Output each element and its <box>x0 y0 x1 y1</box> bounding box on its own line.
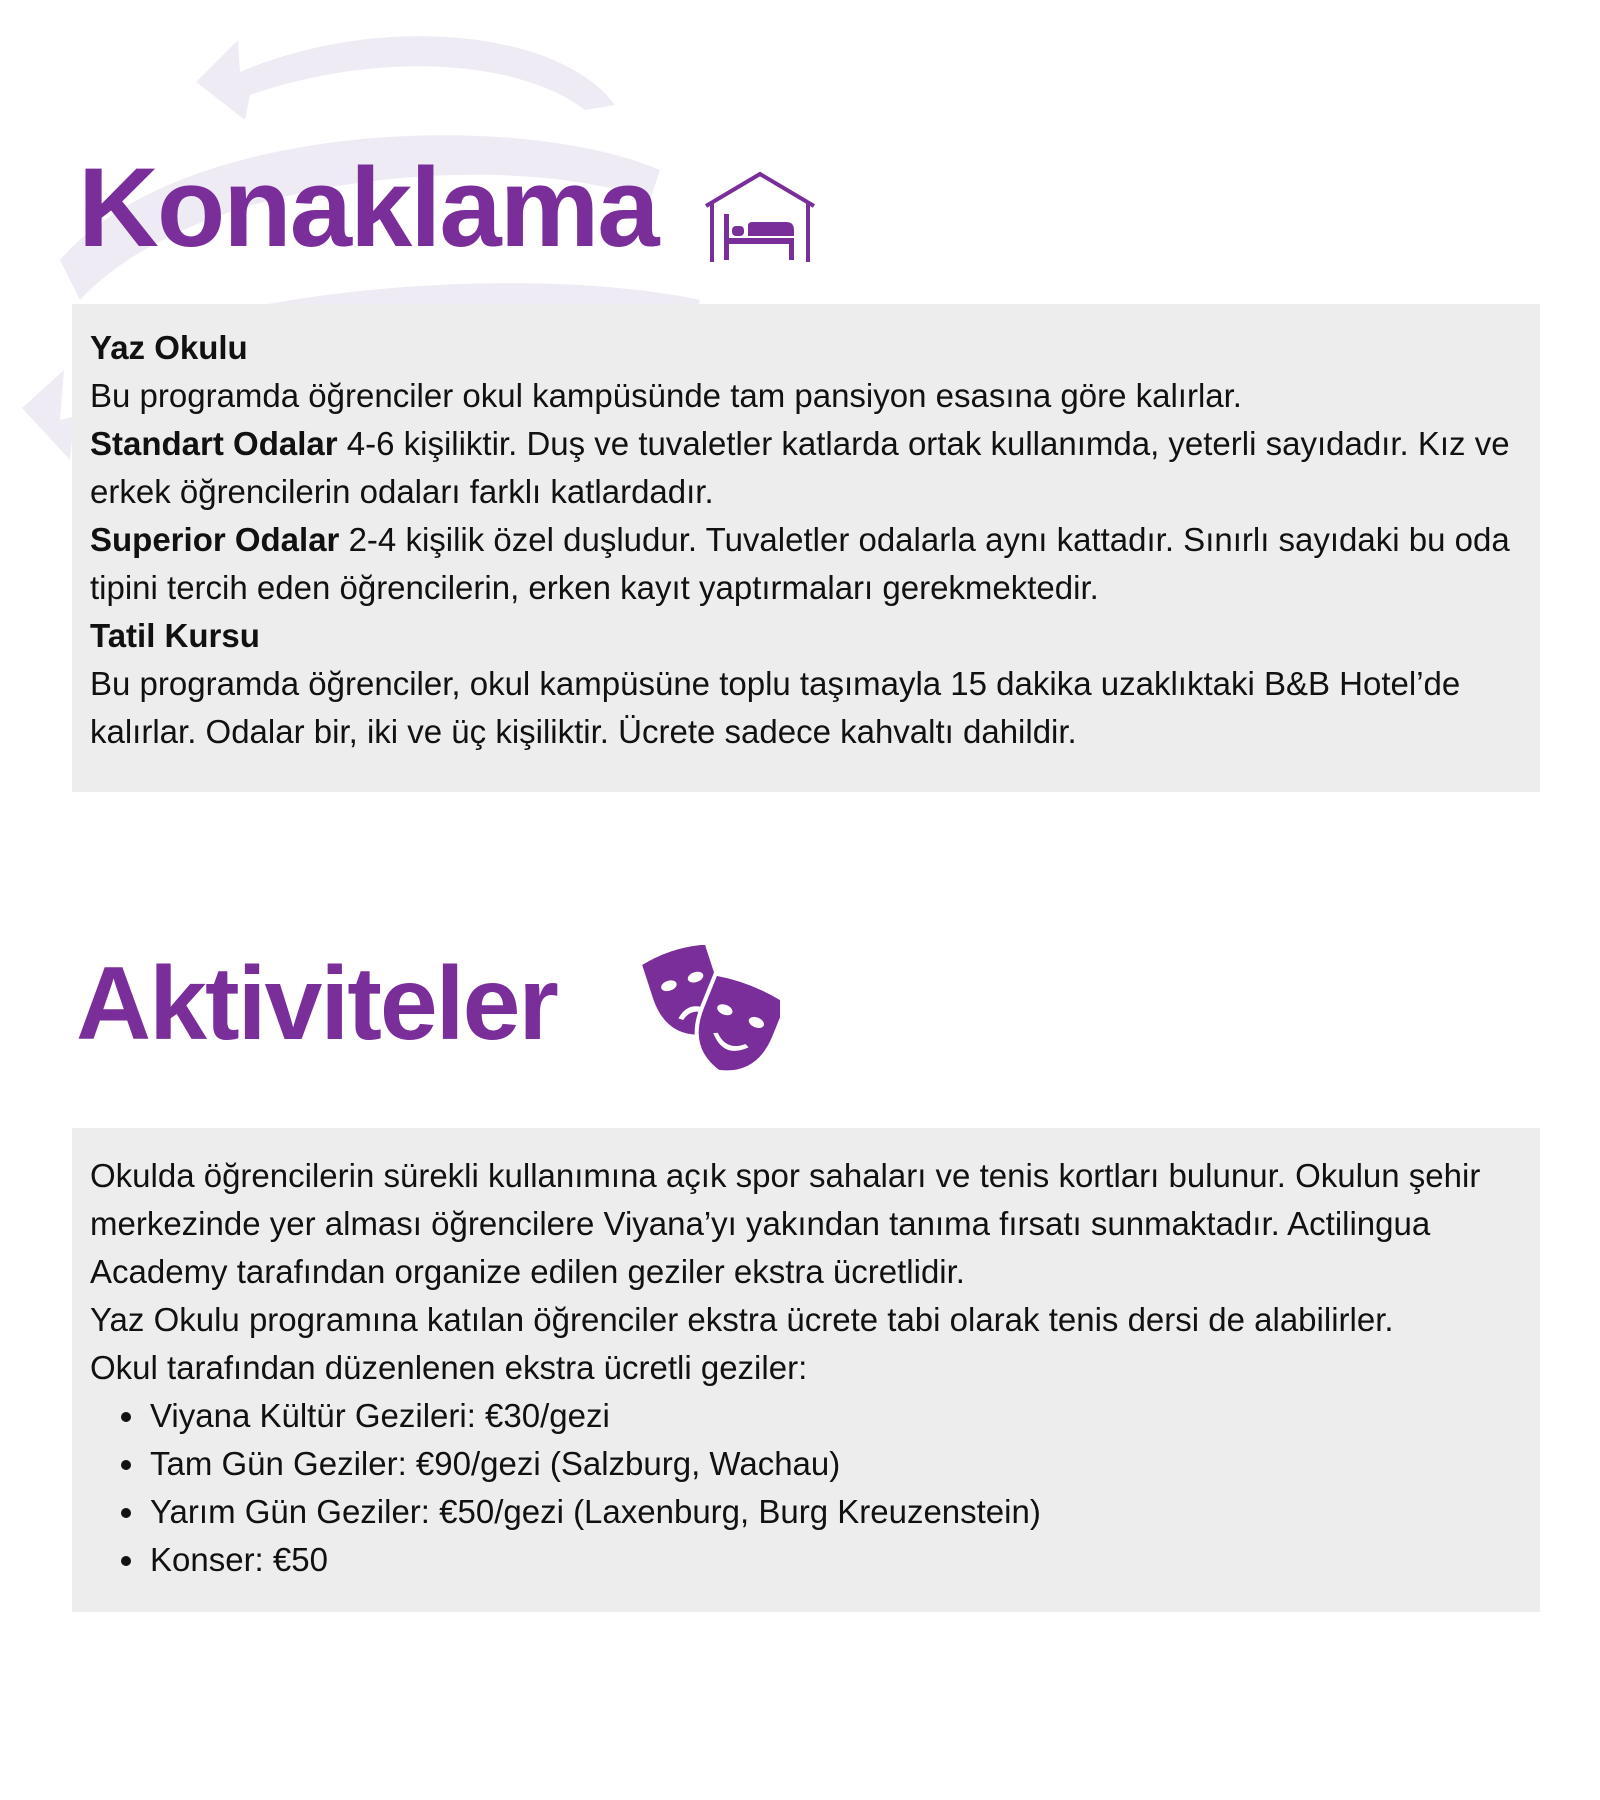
theater-masks-icon <box>640 945 780 1080</box>
superior-odalar-label: Superior Odalar <box>90 521 340 558</box>
aktiviteler-content-box <box>72 1128 1540 1612</box>
tatil-kursu-text: Bu programda öğrenciler, okul kampüsüne toplu taşımayla 15 dakika uzaklıktaki B&B Hotel’de kalırlar. Odalar bir, iki ve üç kişiliktir. Ücrete sadece kahvaltı dahildir. <box>90 665 1461 750</box>
trip-list-item: • Viyana Kültür Gezileri: €30/gezi <box>148 1392 1522 1440</box>
aktiviteler-paragraph-3: Okul tarafından düzenlenen ekstra ücretli geziler: <box>90 1349 808 1386</box>
superior-odalar-paragraph <box>90 516 1522 612</box>
konaklama-content-box <box>72 304 1540 792</box>
yaz-okulu-heading: Yaz Okulu <box>90 329 248 366</box>
tatil-kursu-heading: Tatil Kursu <box>90 617 260 654</box>
standart-odalar-text: 4-6 kişiliktir. Duş ve tuvaletler katlarda ortak kullanımda, yeterli sayıdadır. Kız ve erkek öğrencilerin odaları farklı katlardadır. <box>90 425 1510 510</box>
konaklama-title: Konaklama <box>78 145 658 270</box>
standart-odalar-label: Standart Odalar <box>90 425 338 462</box>
aktiviteler-paragraph-2: Yaz Okulu programına katılan öğrenciler ekstra ücrete tabi olarak tenis dersi de alabilirler. <box>90 1301 1394 1338</box>
yaz-okulu-text: Bu programda öğrenciler okul kampüsünde tam pansiyon esasına göre kalırlar. <box>90 377 1242 414</box>
aktiviteler-title: Aktiviteler <box>76 946 557 1062</box>
bed-house-icon <box>702 170 818 266</box>
superior-odalar-text: 2-4 kişilik özel duşludur. Tuvaletler odalarla aynı kattadır. Sınırlı sayıdaki bu oda tipini tercih eden öğrencilerin, erken kayıt yaptırmaları gerekmektedir. <box>90 521 1510 606</box>
aktiviteler-paragraph-1: Okulda öğrencilerin sürekli kullanımına açık spor sahaları ve tenis kortları bulunur. Okulun şehir merkezinde yer alması öğrencilere Viyana’yı yakından tanıma fırsatı sunmaktadır. Actilingua Academy tarafından organize edilen geziler ekstra ücretlidir. <box>90 1157 1481 1290</box>
trip-list-item: • Yarım Gün Geziler: €50/gezi (Laxenburg, Burg Kreuzenstein) <box>148 1488 1522 1536</box>
standart-odalar-paragraph <box>90 420 1522 516</box>
trip-list-item: • Tam Gün Geziler: €90/gezi (Salzburg, Wachau) <box>148 1440 1522 1488</box>
trip-list-item: • Konser: €50 <box>148 1536 1522 1584</box>
trip-list <box>90 1392 1522 1584</box>
